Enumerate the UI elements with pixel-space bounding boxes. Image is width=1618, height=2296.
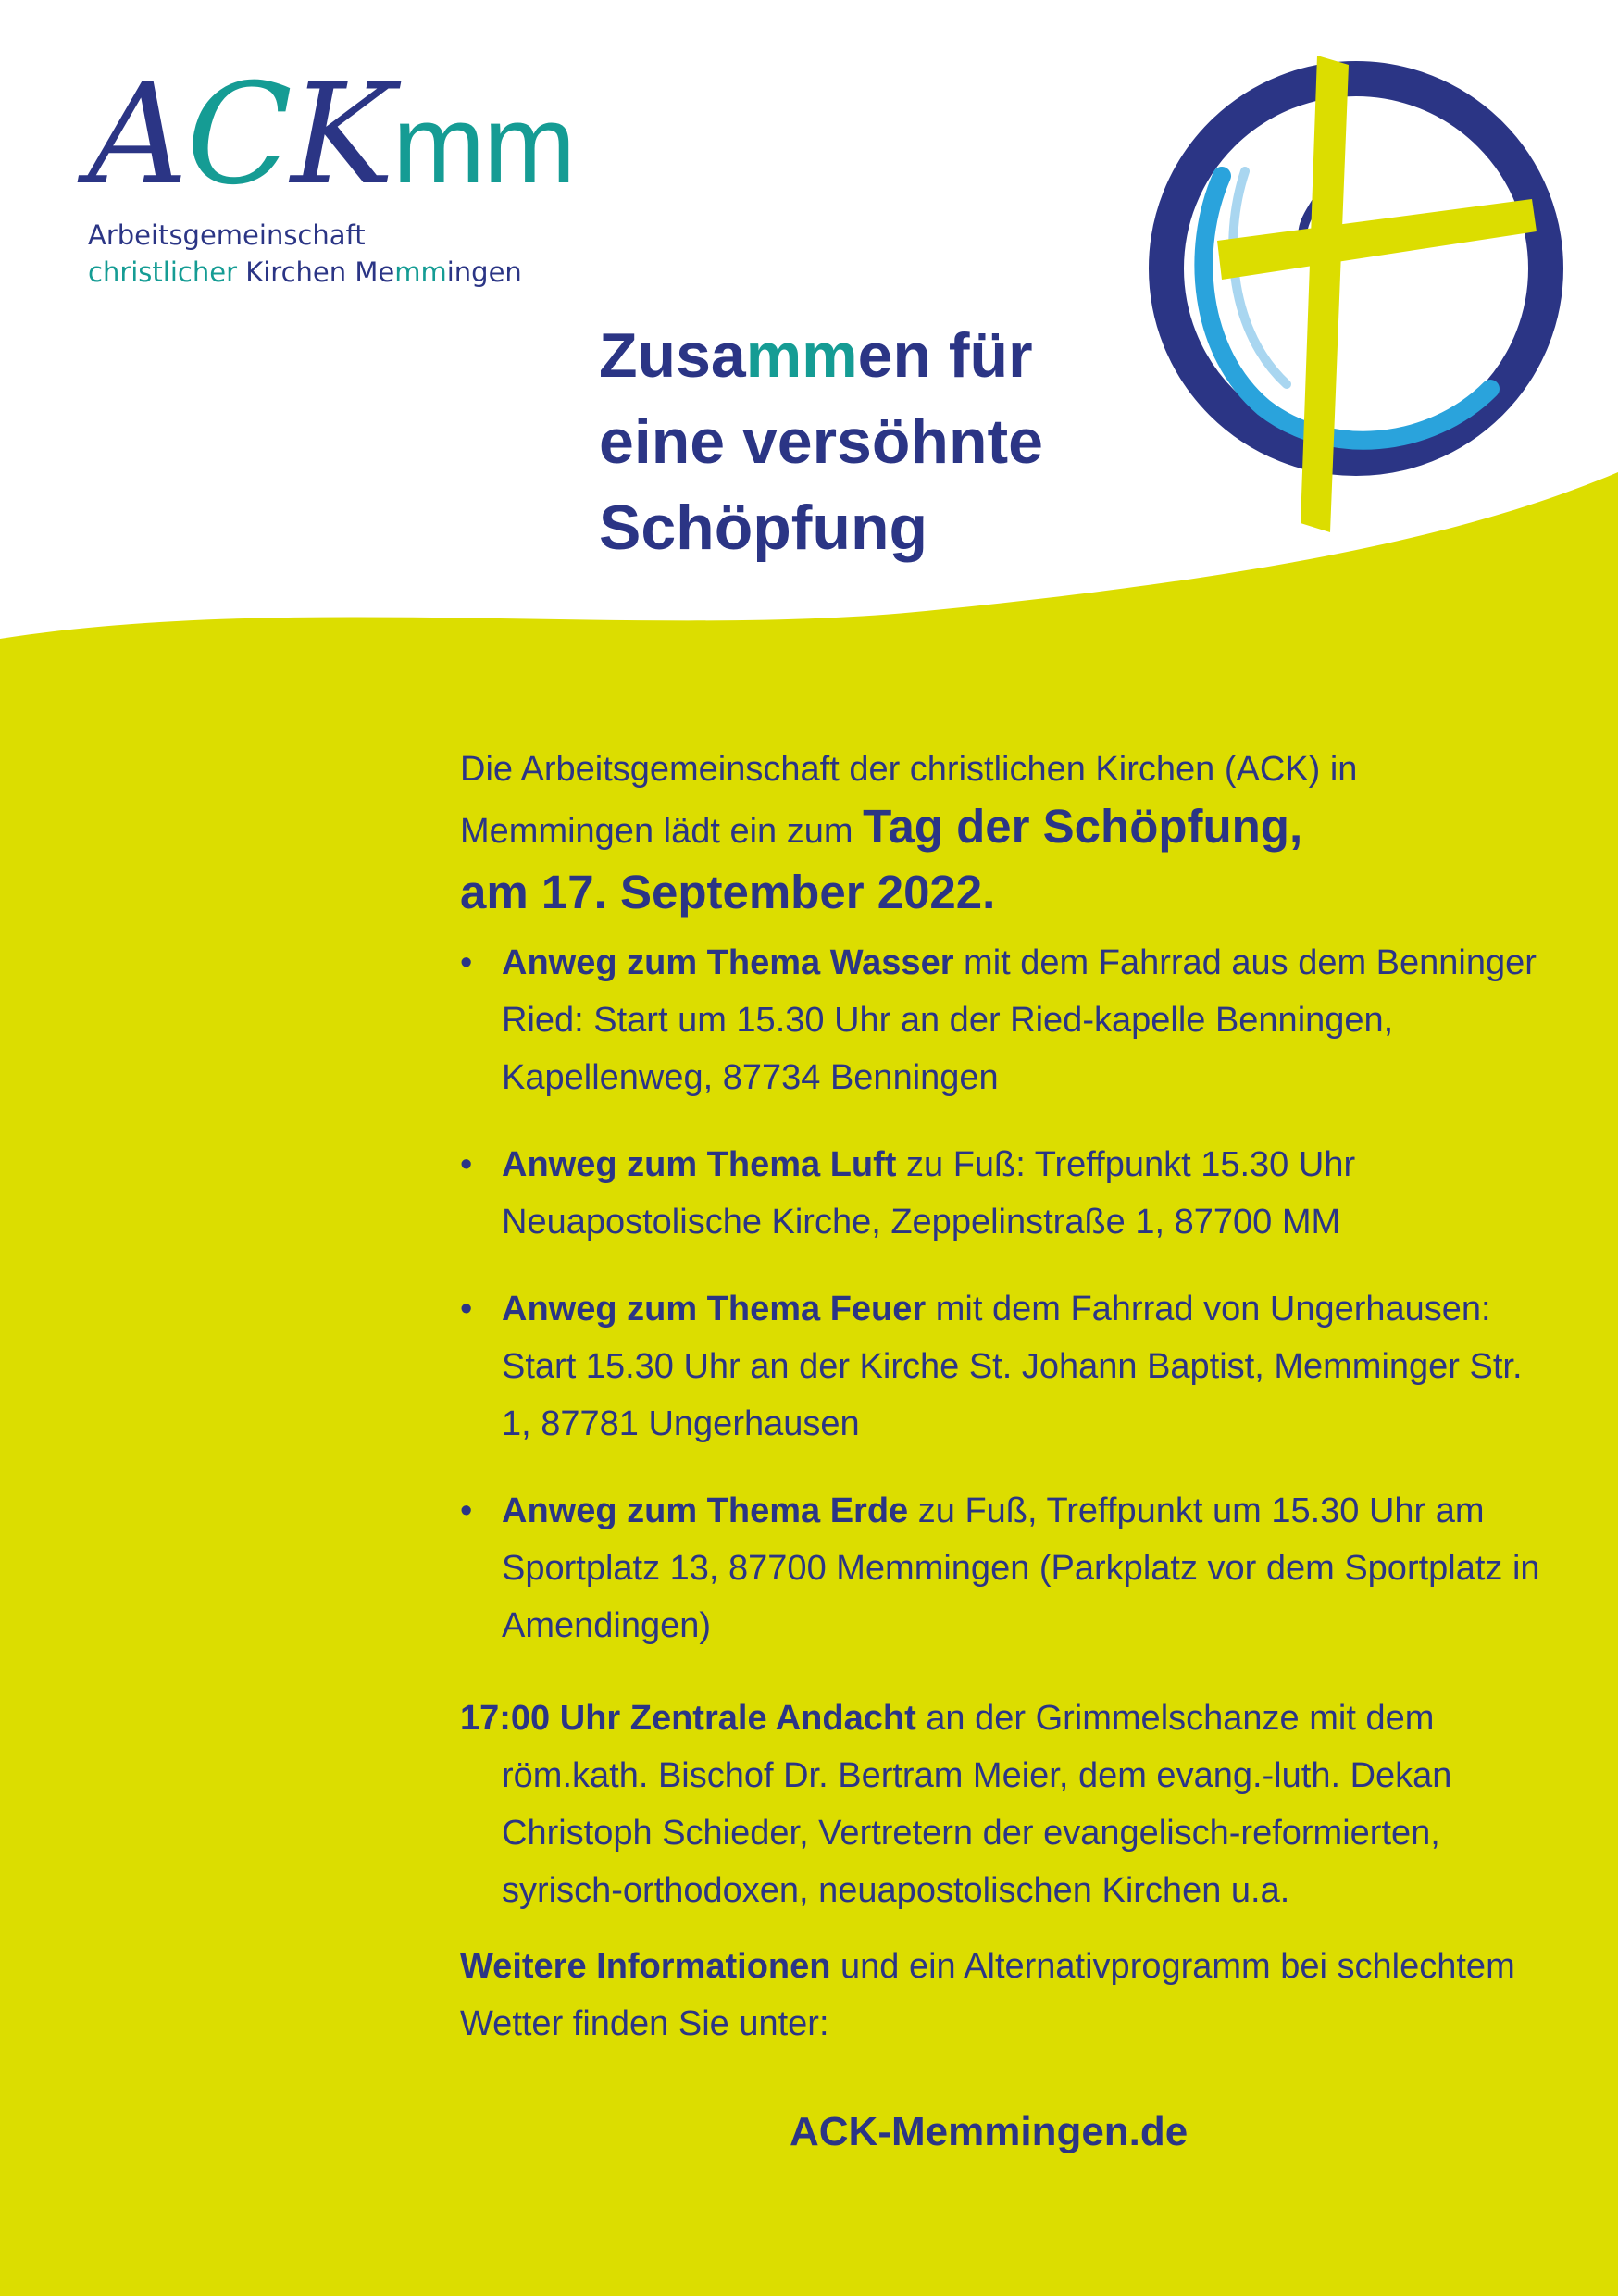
intro-paragraph	[460, 741, 1552, 921]
headline-line-2: eine versöhnte	[599, 406, 1043, 477]
walk-text: mit dem Fahrrad aus dem Benninger Ried: Start um 15.30 Uhr an der Ried-kapelle Benningen, Kapellenweg, 87734 Benningen	[502, 943, 1537, 1097]
walk-title: Anweg zum Thema Wasser	[502, 943, 954, 982]
andacht-title: 17:00 Uhr Zentrale Andacht	[460, 1699, 916, 1738]
website-link[interactable]: ACK-Memmingen.de	[790, 2109, 1189, 2154]
intro-text: Die Arbeitsgemeinschaft der christlichen Kirchen (ACK) in Memmingen lädt ein zum	[460, 750, 1358, 851]
logo-line-2-christlicher: christlicher	[88, 256, 237, 288]
andacht-paragraph	[460, 1690, 1552, 1919]
info-paragraph	[460, 1938, 1552, 2053]
logo-line-2-mm: mm	[394, 256, 447, 288]
andacht-text: an der Grimmelschanze mit dem röm.kath. Bischof Dr. Bertram Meier, dem evang.-luth. Dekan Christoph Schieder, Vertretern der evangelisch-reformierten, syrisch-orthodoxen, neuapostolischen Kirchen u.a.	[502, 1699, 1452, 1910]
logo-line-2	[88, 254, 569, 291]
list-item-wasser	[460, 934, 1552, 1106]
bullet-icon: •	[460, 1491, 473, 1530]
logo-line-2-ingen: ingen	[446, 256, 522, 288]
walk-title: Anweg zum Thema Erde	[502, 1491, 909, 1530]
headline-mm: mm	[745, 320, 858, 391]
walk-text: mit dem Fahrrad von Ungerhausen: Start 15.30 Uhr an der Kirche St. Johann Baptist, Memminger Str. 1, 87781 Ungerhausen	[502, 1290, 1523, 1443]
event-date: am 17. September 2022.	[460, 866, 996, 918]
list-item-feuer	[460, 1280, 1552, 1453]
headline	[599, 313, 1173, 571]
ack-logo	[88, 55, 575, 291]
walks-list	[460, 934, 1552, 1654]
info-title: Weitere Informationen	[460, 1947, 831, 1986]
list-item-luft	[460, 1136, 1552, 1251]
circle-cross-icon	[1134, 37, 1587, 555]
headline-zusa: Zusa	[599, 320, 746, 391]
event-name: Tag der Schöpfung,	[863, 800, 1303, 853]
headline-line-3: Schöpfung	[599, 493, 928, 563]
logo-letter-c: C	[186, 55, 292, 216]
walk-title: Anweg zum Thema Feuer	[502, 1290, 927, 1329]
walk-title: Anweg zum Thema Luft	[502, 1145, 897, 1184]
logo-letter-k: K	[291, 55, 393, 216]
list-item-erde	[460, 1482, 1552, 1654]
info-text: und ein Alternativprogramm bei schlechtem Wetter finden Sie unter:	[460, 1947, 1515, 2043]
bullet-icon: •	[460, 1290, 473, 1329]
invitation-body	[460, 741, 1552, 2053]
walk-text: zu Fuß: Treffpunkt 15.30 Uhr Neuapostolische Kirche, Zeppelinstraße 1, 87700 MM	[502, 1145, 1356, 1242]
bullet-icon: •	[460, 943, 473, 982]
logo-mm: mm	[392, 82, 575, 206]
headline-en-fuer: en für	[857, 320, 1033, 391]
headline-line-1	[599, 313, 1173, 399]
walk-text: zu Fuß, Treffpunkt um 15.30 Uhr am Sportplatz 13, 87700 Memmingen (Parkplatz vor dem Sportplatz in Amendingen)	[502, 1491, 1540, 1645]
logo-line-2-kirchen: Kirchen Me	[245, 256, 395, 288]
logo-letter-a: A	[88, 55, 187, 216]
logo-line-1: Arbeitsgemeinschaft	[88, 219, 366, 251]
ack-logo-mark	[88, 55, 575, 216]
bullet-icon: •	[460, 1145, 473, 1184]
